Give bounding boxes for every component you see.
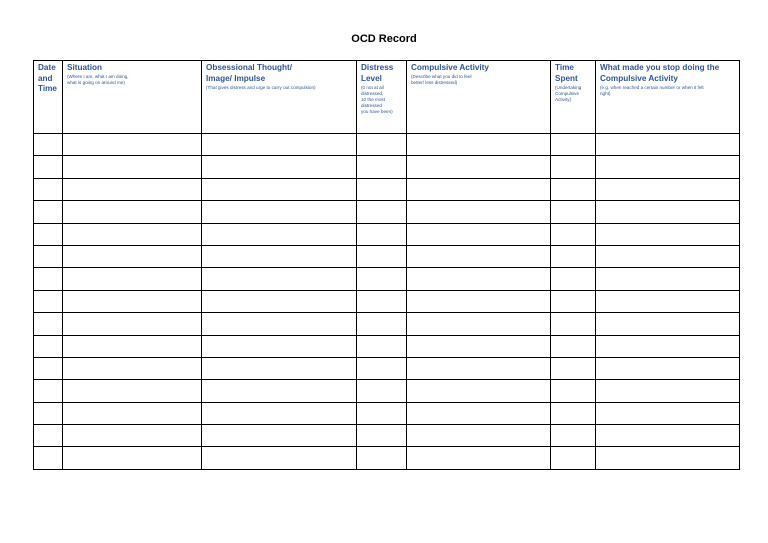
table-cell[interactable] [551, 447, 596, 469]
table-cell[interactable] [202, 335, 357, 357]
table-cell[interactable] [34, 178, 63, 200]
table-cell[interactable] [407, 178, 551, 200]
table-cell[interactable] [202, 201, 357, 223]
table-cell[interactable] [596, 268, 740, 290]
table-cell[interactable] [34, 357, 63, 379]
table-cell[interactable] [34, 380, 63, 402]
table-cell[interactable] [596, 245, 740, 267]
table-cell[interactable] [407, 156, 551, 178]
table-cell[interactable] [596, 335, 740, 357]
table-cell[interactable] [551, 245, 596, 267]
table-row [34, 245, 740, 267]
table-cell[interactable] [202, 447, 357, 469]
table-cell[interactable] [202, 156, 357, 178]
table-row [34, 156, 740, 178]
table-cell[interactable] [63, 447, 202, 469]
table-cell[interactable] [202, 402, 357, 424]
table-cell[interactable] [34, 134, 63, 156]
table-cell[interactable] [34, 245, 63, 267]
table-row [34, 357, 740, 379]
table-cell[interactable] [202, 178, 357, 200]
table-cell[interactable] [357, 447, 407, 469]
table-cell[interactable] [596, 402, 740, 424]
table-cell[interactable] [596, 447, 740, 469]
table-cell[interactable] [407, 223, 551, 245]
table-cell[interactable] [34, 335, 63, 357]
table-cell[interactable] [551, 380, 596, 402]
table-cell[interactable] [202, 245, 357, 267]
table-cell[interactable] [551, 335, 596, 357]
table-cell[interactable] [357, 402, 407, 424]
table-cell[interactable] [34, 313, 63, 335]
table-cell[interactable] [551, 201, 596, 223]
column-title: Date and Time [38, 63, 57, 93]
table-cell[interactable] [551, 134, 596, 156]
table-cell[interactable] [596, 425, 740, 447]
table-cell[interactable] [357, 223, 407, 245]
table-cell[interactable] [357, 335, 407, 357]
table-cell[interactable] [34, 201, 63, 223]
column-description: (Undertaking Compulsive Activity) [555, 84, 582, 102]
table-cell[interactable] [202, 290, 357, 312]
table-row [34, 178, 740, 200]
table-row [34, 402, 740, 424]
header-row [34, 61, 740, 134]
table-cell[interactable] [407, 402, 551, 424]
column-header-situation [63, 61, 202, 134]
table-cell[interactable] [407, 134, 551, 156]
table-cell[interactable] [357, 156, 407, 178]
table-row [34, 447, 740, 469]
table-cell[interactable] [34, 223, 63, 245]
table-cell[interactable] [63, 156, 202, 178]
table-cell[interactable] [357, 134, 407, 156]
table-cell[interactable] [202, 425, 357, 447]
table-cell[interactable] [34, 156, 63, 178]
column-title: Distress Level [361, 63, 394, 83]
table-cell[interactable] [551, 290, 596, 312]
table-cell[interactable] [551, 156, 596, 178]
column-description: (0 not at all distressed, 10 the most distressed you have been) [361, 84, 393, 114]
table-cell[interactable] [596, 380, 740, 402]
table-cell[interactable] [202, 134, 357, 156]
table-cell[interactable] [63, 335, 202, 357]
table-row [34, 313, 740, 335]
column-header-obsessional-thought [202, 61, 357, 134]
table-cell[interactable] [63, 245, 202, 267]
table-cell[interactable] [407, 357, 551, 379]
table-cell[interactable] [596, 357, 740, 379]
table-cell[interactable] [63, 357, 202, 379]
table-cell[interactable] [407, 380, 551, 402]
table-cell[interactable] [357, 313, 407, 335]
table-cell[interactable] [63, 380, 202, 402]
table-cell[interactable] [407, 447, 551, 469]
table-cell[interactable] [202, 380, 357, 402]
table-cell[interactable] [63, 223, 202, 245]
table-cell[interactable] [357, 425, 407, 447]
table-row [34, 134, 740, 156]
table-cell[interactable] [202, 268, 357, 290]
table-cell[interactable] [551, 357, 596, 379]
column-description: (e.g. when reached a certain number or when it felt right) [600, 84, 704, 96]
table-cell[interactable] [34, 447, 63, 469]
column-description: (Where I am, what I am doing, what is going on around me) [67, 74, 129, 85]
column-title: Compulsive Activity [411, 63, 489, 72]
table-cell[interactable] [596, 313, 740, 335]
table-row [34, 223, 740, 245]
table-cell[interactable] [34, 425, 63, 447]
table-cell[interactable] [596, 134, 740, 156]
table-cell[interactable] [34, 290, 63, 312]
column-title: What made you stop doing the Compulsive Activity [600, 63, 720, 83]
column-description: (Describe what you did to feel better/ less distressed) [411, 74, 472, 85]
table-cell[interactable] [357, 268, 407, 290]
column-description: (That gives distress and urge to carry out compulsion) [206, 84, 316, 90]
table-row [34, 290, 740, 312]
column-header-date-time [34, 61, 63, 134]
column-title: Situation [67, 63, 103, 72]
table-cell[interactable] [407, 245, 551, 267]
table-cell[interactable] [357, 178, 407, 200]
table-cell[interactable] [407, 290, 551, 312]
table-cell[interactable] [596, 223, 740, 245]
table-cell[interactable] [551, 268, 596, 290]
table-row [34, 201, 740, 223]
ocd-record-table [33, 60, 740, 470]
table-cell[interactable] [63, 178, 202, 200]
table-cell[interactable] [407, 201, 551, 223]
table-cell[interactable] [407, 425, 551, 447]
column-header-time-spent [551, 61, 596, 134]
table-cell[interactable] [596, 201, 740, 223]
column-title: Obsessional Thought/ Image/ Impulse [206, 63, 292, 83]
table-cell[interactable] [63, 134, 202, 156]
table-cell[interactable] [551, 313, 596, 335]
table-row [34, 335, 740, 357]
table-cell[interactable] [34, 268, 63, 290]
table-cell[interactable] [407, 335, 551, 357]
table-cell[interactable] [34, 402, 63, 424]
table-cell[interactable] [357, 357, 407, 379]
document-title: OCD Record [351, 33, 417, 45]
table-cell[interactable] [596, 178, 740, 200]
column-header-what-made-you-stop [596, 61, 740, 134]
table-cell[interactable] [551, 425, 596, 447]
record-table-body [34, 134, 740, 470]
table-cell[interactable] [357, 380, 407, 402]
table-cell[interactable] [551, 178, 596, 200]
table-cell[interactable] [202, 223, 357, 245]
table-cell[interactable] [357, 201, 407, 223]
table-cell[interactable] [357, 245, 407, 267]
column-title: Time Spent [555, 63, 578, 83]
table-cell[interactable] [551, 223, 596, 245]
table-cell[interactable] [63, 402, 202, 424]
table-cell[interactable] [63, 201, 202, 223]
table-cell[interactable] [407, 268, 551, 290]
table-row [34, 268, 740, 290]
column-header-distress-level [357, 61, 407, 134]
table-cell[interactable] [202, 313, 357, 335]
table-cell[interactable] [596, 290, 740, 312]
table-cell[interactable] [407, 313, 551, 335]
table-row [34, 425, 740, 447]
column-header-compulsive-activity [407, 61, 551, 134]
table-cell[interactable] [63, 425, 202, 447]
table-cell[interactable] [551, 402, 596, 424]
table-cell[interactable] [63, 313, 202, 335]
table-cell[interactable] [357, 290, 407, 312]
table-cell[interactable] [202, 357, 357, 379]
table-cell[interactable] [63, 290, 202, 312]
table-cell[interactable] [63, 268, 202, 290]
table-row [34, 380, 740, 402]
table-cell[interactable] [596, 156, 740, 178]
